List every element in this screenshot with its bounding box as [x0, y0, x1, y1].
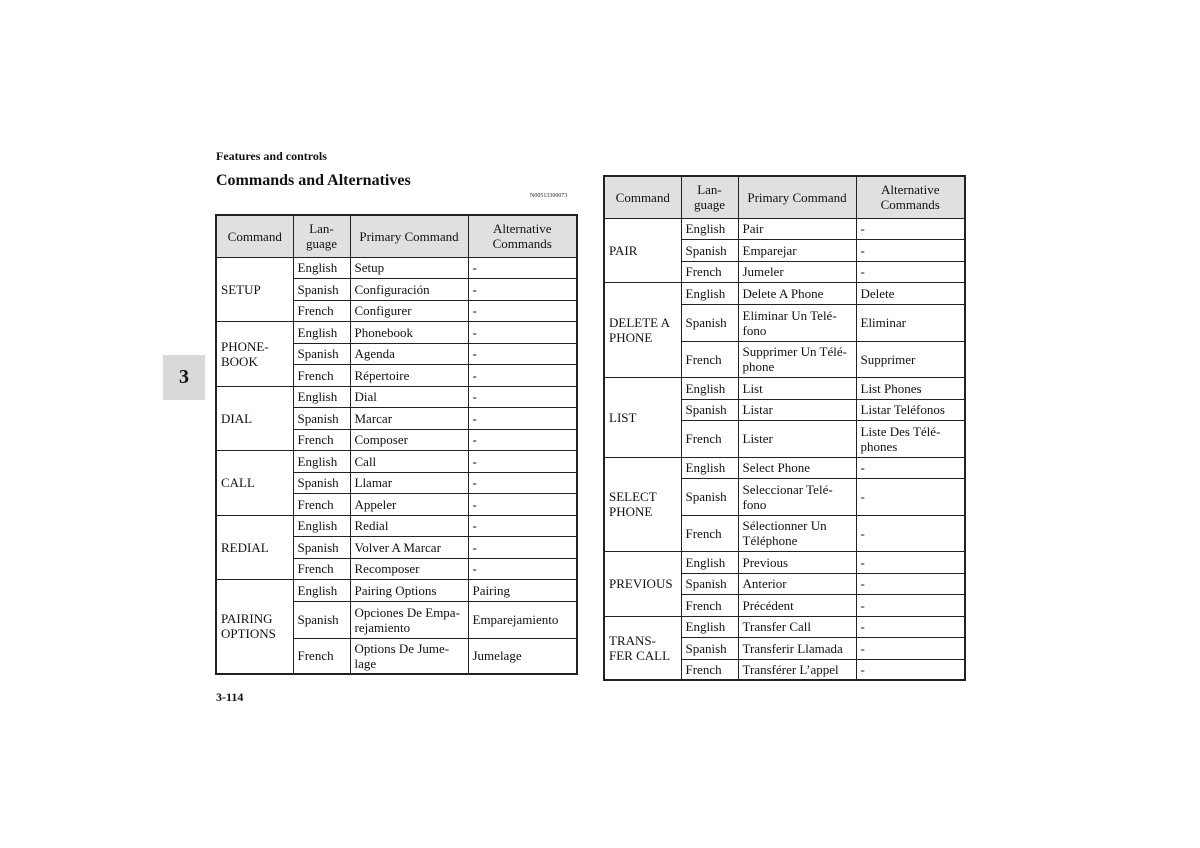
- command-cell: PHONE- BOOK: [216, 321, 293, 386]
- alternative-command-cell: -: [856, 637, 965, 659]
- table-row: [604, 218, 965, 239]
- command-cell: DELETE A PHONE: [604, 282, 681, 377]
- alternative-command-cell: Jumelage: [468, 638, 577, 674]
- command-cell: PAIRING OPTIONS: [216, 579, 293, 674]
- primary-command-cell: Pairing Options: [350, 579, 468, 601]
- header-primary-command: Primary Command: [738, 176, 856, 218]
- alternative-command-cell: -: [856, 478, 965, 515]
- alternative-command-cell: -: [468, 515, 577, 536]
- language-cell: French: [293, 493, 350, 515]
- alternative-command-cell: Liste Des Télé- phones: [856, 420, 965, 457]
- primary-command-cell: Phonebook: [350, 321, 468, 343]
- alternative-command-cell: -: [468, 472, 577, 493]
- table-row: [216, 450, 577, 472]
- table-header: [604, 176, 965, 218]
- alternative-command-cell: -: [856, 551, 965, 573]
- language-cell: English: [293, 386, 350, 407]
- alternative-command-cell: -: [468, 278, 577, 300]
- alternative-command-cell: -: [856, 616, 965, 637]
- language-cell: French: [681, 420, 738, 457]
- commands-table-right: [603, 175, 966, 681]
- header-row: [604, 176, 965, 218]
- language-cell: Spanish: [293, 472, 350, 493]
- page-title: Commands and Alternatives: [216, 172, 411, 189]
- alternative-command-cell: -: [856, 573, 965, 594]
- language-cell: Spanish: [681, 399, 738, 420]
- primary-command-cell: Delete A Phone: [738, 282, 856, 304]
- command-cell: PAIR: [604, 218, 681, 282]
- language-cell: English: [681, 377, 738, 399]
- table-row: [604, 377, 965, 399]
- alternative-command-cell: -: [468, 300, 577, 321]
- alternative-command-cell: Supprimer: [856, 341, 965, 377]
- primary-command-cell: List: [738, 377, 856, 399]
- alternative-command-cell: -: [856, 515, 965, 551]
- primary-command-cell: Emparejar: [738, 239, 856, 261]
- table-row: [604, 282, 965, 304]
- primary-command-cell: Transferir Llamada: [738, 637, 856, 659]
- primary-command-cell: Transfer Call: [738, 616, 856, 637]
- header-row: [216, 215, 577, 257]
- alternative-command-cell: -: [856, 218, 965, 239]
- language-cell: Spanish: [681, 637, 738, 659]
- command-cell: LIST: [604, 377, 681, 457]
- table-row: [216, 257, 577, 278]
- table-body: [216, 257, 577, 674]
- language-cell: French: [681, 659, 738, 680]
- primary-command-cell: Supprimer Un Télé- phone: [738, 341, 856, 377]
- primary-command-cell: Anterior: [738, 573, 856, 594]
- alternative-command-cell: -: [468, 536, 577, 558]
- table-row: [216, 515, 577, 536]
- command-cell: CALL: [216, 450, 293, 515]
- alternative-command-cell: -: [468, 343, 577, 364]
- command-cell: SETUP: [216, 257, 293, 321]
- primary-command-cell: Configuración: [350, 278, 468, 300]
- language-cell: French: [293, 558, 350, 579]
- language-cell: English: [681, 551, 738, 573]
- primary-command-cell: Composer: [350, 429, 468, 450]
- page-number: 3-114: [216, 690, 244, 704]
- alternative-command-cell: -: [468, 364, 577, 386]
- header-alternative-commands: Alternative Commands: [468, 215, 577, 257]
- language-cell: English: [293, 450, 350, 472]
- header-command: Command: [604, 176, 681, 218]
- language-cell: English: [293, 579, 350, 601]
- command-cell: SELECT PHONE: [604, 457, 681, 551]
- primary-command-cell: Transférer L’appel: [738, 659, 856, 680]
- language-cell: French: [681, 341, 738, 377]
- primary-command-cell: Options De Jume- lage: [350, 638, 468, 674]
- primary-command-cell: Pair: [738, 218, 856, 239]
- primary-command-cell: Marcar: [350, 407, 468, 429]
- language-cell: French: [293, 300, 350, 321]
- header-alternative-commands: Alternative Commands: [856, 176, 965, 218]
- primary-command-cell: Agenda: [350, 343, 468, 364]
- primary-command-cell: Setup: [350, 257, 468, 278]
- alternative-command-cell: -: [468, 386, 577, 407]
- alternative-command-cell: -: [856, 594, 965, 616]
- chapter-tab: 3: [163, 355, 205, 400]
- primary-command-cell: Previous: [738, 551, 856, 573]
- primary-command-cell: Lister: [738, 420, 856, 457]
- primary-command-cell: Appeler: [350, 493, 468, 515]
- command-cell: TRANS- FER CALL: [604, 616, 681, 680]
- table-row: [604, 551, 965, 573]
- language-cell: Spanish: [681, 573, 738, 594]
- primary-command-cell: Dial: [350, 386, 468, 407]
- alternative-command-cell: -: [468, 450, 577, 472]
- language-cell: French: [681, 594, 738, 616]
- language-cell: Spanish: [293, 601, 350, 638]
- primary-command-cell: Select Phone: [738, 457, 856, 478]
- language-cell: French: [293, 364, 350, 386]
- table-row: [216, 386, 577, 407]
- primary-command-cell: Seleccionar Telé- fono: [738, 478, 856, 515]
- primary-command-cell: Redial: [350, 515, 468, 536]
- language-cell: English: [293, 257, 350, 278]
- language-cell: Spanish: [681, 304, 738, 341]
- alternative-command-cell: Emparejamiento: [468, 601, 577, 638]
- alternative-command-cell: -: [856, 457, 965, 478]
- table-row: [216, 321, 577, 343]
- commands-table-left: [215, 214, 578, 675]
- section-header: Features and controls: [216, 149, 327, 163]
- document-code: N00513300073: [530, 193, 568, 199]
- primary-command-cell: Jumeler: [738, 261, 856, 282]
- primary-command-cell: Volver A Marcar: [350, 536, 468, 558]
- alternative-command-cell: Eliminar: [856, 304, 965, 341]
- language-cell: Spanish: [293, 343, 350, 364]
- primary-command-cell: Répertoire: [350, 364, 468, 386]
- alternative-command-cell: Listar Teléfonos: [856, 399, 965, 420]
- language-cell: English: [293, 321, 350, 343]
- language-cell: English: [681, 218, 738, 239]
- header-language: Lan- guage: [293, 215, 350, 257]
- table-row: [604, 457, 965, 478]
- language-cell: English: [681, 457, 738, 478]
- language-cell: French: [681, 261, 738, 282]
- alternative-command-cell: List Phones: [856, 377, 965, 399]
- command-cell: DIAL: [216, 386, 293, 450]
- language-cell: French: [681, 515, 738, 551]
- primary-command-cell: Call: [350, 450, 468, 472]
- language-cell: Spanish: [293, 278, 350, 300]
- alternative-command-cell: -: [856, 261, 965, 282]
- primary-command-cell: Listar: [738, 399, 856, 420]
- header-command: Command: [216, 215, 293, 257]
- command-cell: PREVIOUS: [604, 551, 681, 616]
- language-cell: French: [293, 638, 350, 674]
- alternative-command-cell: Pairing: [468, 579, 577, 601]
- table-header: [216, 215, 577, 257]
- alternative-command-cell: -: [468, 429, 577, 450]
- primary-command-cell: Sélectionner Un Téléphone: [738, 515, 856, 551]
- alternative-command-cell: -: [468, 321, 577, 343]
- header-language: Lan- guage: [681, 176, 738, 218]
- primary-command-cell: Configurer: [350, 300, 468, 321]
- language-cell: English: [293, 515, 350, 536]
- alternative-command-cell: -: [468, 493, 577, 515]
- alternative-command-cell: -: [468, 407, 577, 429]
- alternative-command-cell: Delete: [856, 282, 965, 304]
- language-cell: Spanish: [681, 239, 738, 261]
- language-cell: English: [681, 616, 738, 637]
- alternative-command-cell: -: [856, 239, 965, 261]
- language-cell: French: [293, 429, 350, 450]
- primary-command-cell: Eliminar Un Telé- fono: [738, 304, 856, 341]
- table-row: [216, 579, 577, 601]
- alternative-command-cell: -: [468, 558, 577, 579]
- primary-command-cell: Recomposer: [350, 558, 468, 579]
- primary-command-cell: Opciones De Empa- rejamiento: [350, 601, 468, 638]
- language-cell: English: [681, 282, 738, 304]
- language-cell: Spanish: [681, 478, 738, 515]
- primary-command-cell: Llamar: [350, 472, 468, 493]
- header-primary-command: Primary Command: [350, 215, 468, 257]
- alternative-command-cell: -: [468, 257, 577, 278]
- alternative-command-cell: -: [856, 659, 965, 680]
- language-cell: Spanish: [293, 407, 350, 429]
- table-body: [604, 218, 965, 680]
- table-row: [604, 616, 965, 637]
- language-cell: Spanish: [293, 536, 350, 558]
- command-cell: REDIAL: [216, 515, 293, 579]
- primary-command-cell: Précédent: [738, 594, 856, 616]
